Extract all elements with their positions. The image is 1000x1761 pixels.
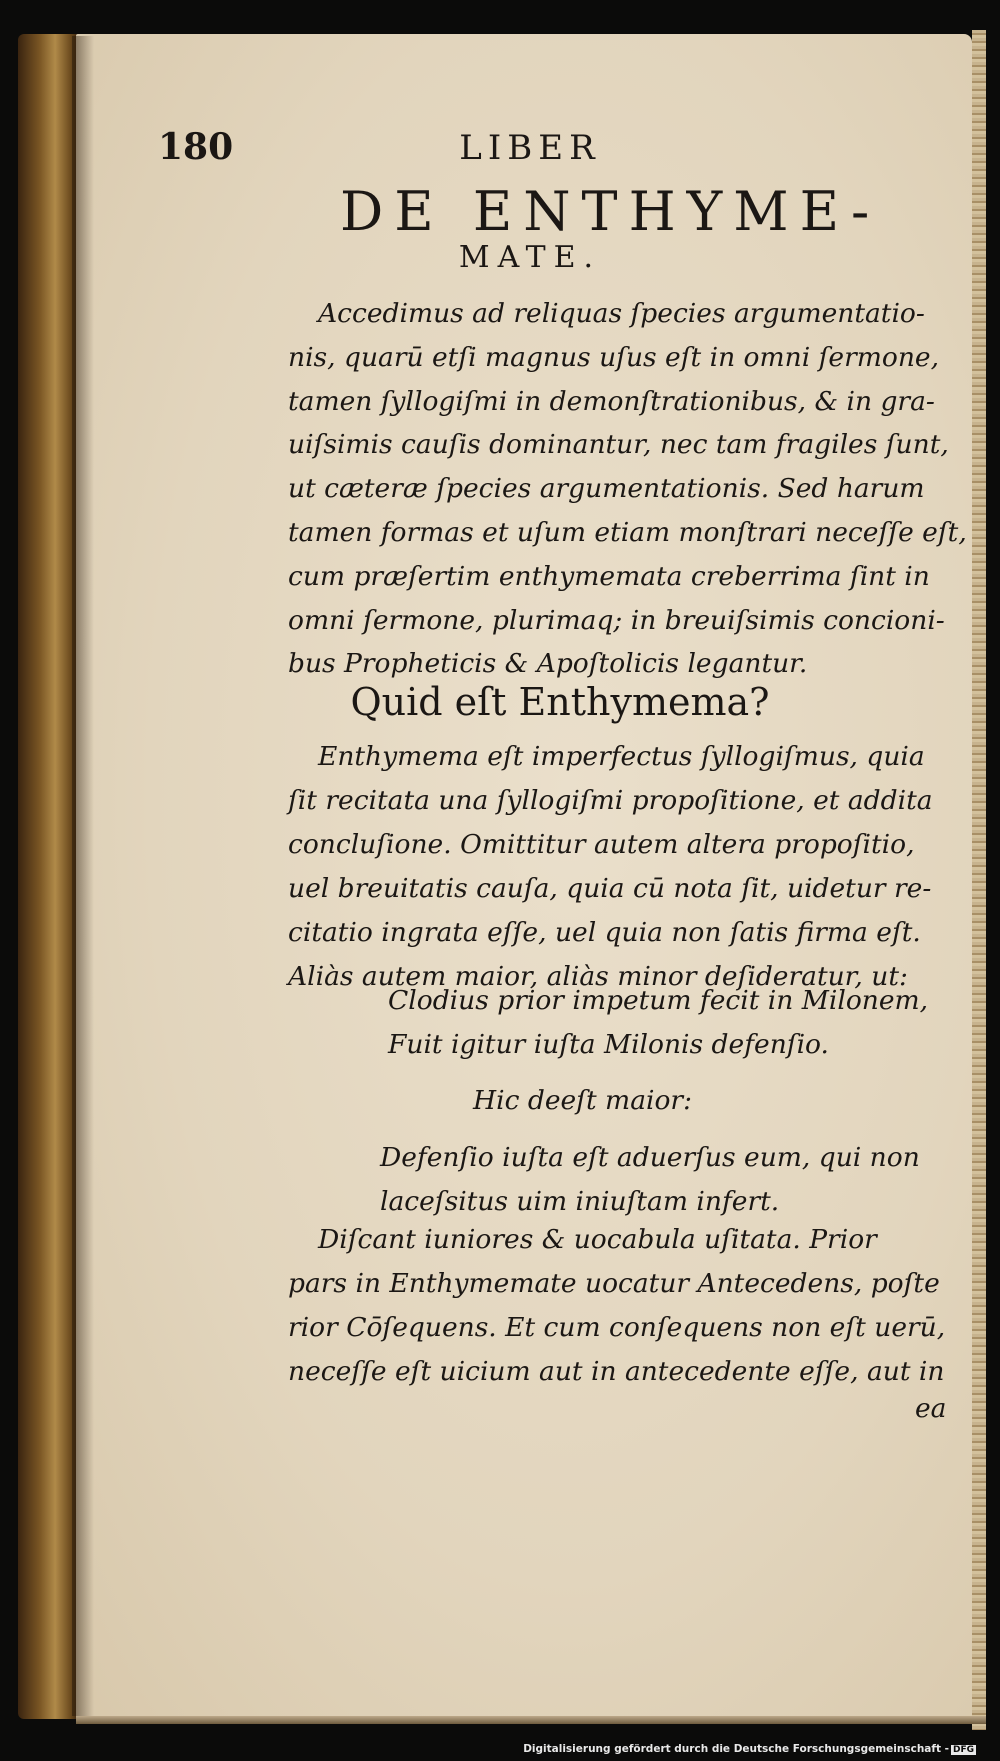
text-line: omni ſermone, plurimaq; in breuiſsimis concioni- bbox=[288, 604, 945, 636]
text-line: Hic deeſt maior: bbox=[473, 1085, 693, 1116]
text-line: ſit recitata una ſyllogiſmi propoſitione, et addita bbox=[288, 785, 933, 816]
running-title: LIBER bbox=[459, 128, 601, 168]
text-line: pars in Enthymemate uocatur Antecedens, poſte bbox=[288, 1268, 940, 1299]
example-line: Clodius prior impetum fecit in Milonem, bbox=[388, 985, 929, 1016]
text-line: tamen formas et uſum etiam monſtrari neceſſe eſt, bbox=[288, 517, 967, 548]
major-line: Defenſio iuſta eſt aduerſus eum, qui non bbox=[380, 1142, 920, 1173]
text-line: uel breuitatis cauſa, quia cū nota ſit, uidetur re- bbox=[288, 873, 932, 904]
chapter-title-continued: MATE. bbox=[458, 240, 602, 275]
chapter-title: DE ENTHYME- bbox=[340, 180, 881, 243]
text-line: Enthymema eſt imperfectus ſyllogiſmus, quia bbox=[318, 741, 925, 772]
footer-credit-text: Digitalisierung gefördert durch die Deutsche Forschungsgemeinschaft - bbox=[523, 1743, 949, 1755]
page-bottom-edge bbox=[76, 1716, 986, 1724]
text-line: ut cæteræ ſpecies argumentationis. Sed harum bbox=[288, 473, 925, 505]
dfg-logo: DFG bbox=[952, 1745, 974, 1755]
gutter-shadow bbox=[72, 36, 94, 1716]
text-line: rior Cōſequens. Et cum conſequens non eſt uerū, bbox=[288, 1312, 946, 1343]
book-cover-edge bbox=[18, 34, 80, 1719]
text-line: uiſsimis cauſis dominantur, nec tam fragiles ſunt, bbox=[288, 429, 949, 461]
text-line: concluſione. Omittitur autem altera propoſitio, bbox=[288, 829, 915, 860]
catchword: ea bbox=[915, 1393, 947, 1424]
text-line: neceſſe eſt uicium aut in antecedente eſſe, aut in bbox=[288, 1356, 945, 1387]
text-line: bus Propheticis & Apoſtolicis legantur. bbox=[288, 648, 808, 680]
text-line: citatio ingrata eſſe, uel quia non ſatis firma eſt. bbox=[288, 917, 921, 948]
text-line: Accedimus ad reliquas ſpecies argumentatio- bbox=[318, 298, 925, 329]
page-fore-edge bbox=[972, 30, 986, 1730]
text-line: Aliàs autem maior, aliàs minor deſideratur, ut: bbox=[288, 961, 908, 992]
footer-credit bbox=[523, 1743, 976, 1755]
page-number: 180 bbox=[158, 126, 234, 168]
major-line: laceſsitus uim iniuſtam infert. bbox=[380, 1186, 780, 1217]
section-heading: Quid eſt Enthymema? bbox=[350, 680, 770, 724]
text-line: Diſcant iuniores & uocabula uſitata. Prior bbox=[318, 1224, 877, 1255]
text-line: cum præſertim enthymemata creberrima ſint in bbox=[288, 560, 930, 592]
text-line: nis, quarū etſi magnus uſus eſt in omni ſermone, bbox=[288, 341, 940, 373]
text-line: tamen ſyllogiſmi in demonſtrationibus, & in gra- bbox=[288, 385, 935, 417]
example-line: Fuit igitur iuſta Milonis defenſio. bbox=[388, 1029, 829, 1060]
